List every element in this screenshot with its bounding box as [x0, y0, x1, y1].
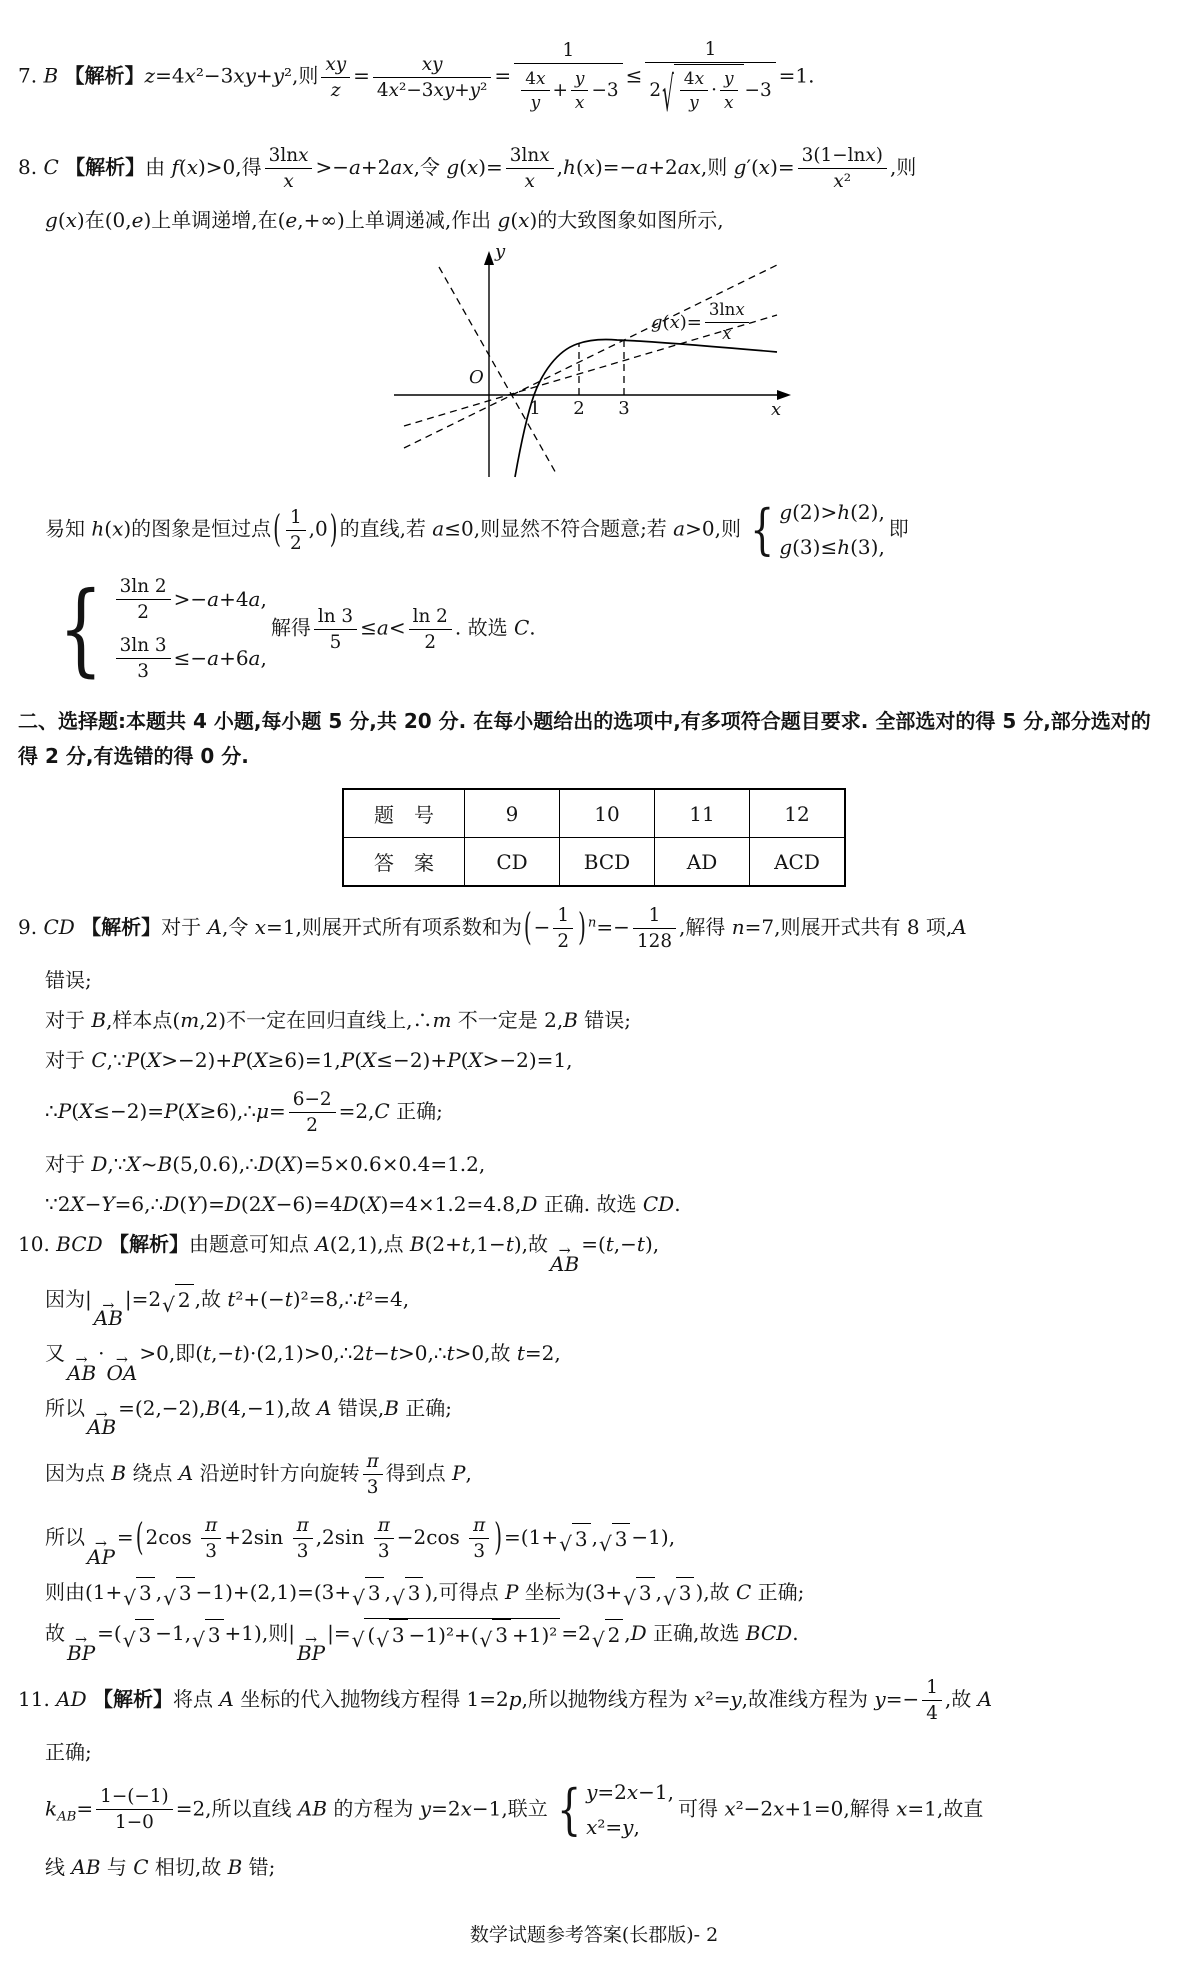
- item-10-solution-line-1: 10. BCD 【解析】由题意可知点 A(2,1),点 B(2+t,1−t),故 → AB =(t,−t),: [18, 1232, 660, 1276]
- answer-cell: AD: [655, 838, 750, 887]
- item-9-solution-line-7: ∵2X−Y=6,∴D(Y)=D(2X−6)=4D(X)=4×1.2=4.8,D 正确. 故选 CD.: [45, 1192, 681, 1217]
- graph-curve-label: g ( x )= 3ln x x: [651, 297, 752, 347]
- item-8-solution-line-1: 8. C 【解析】由 f(x)>0,得 3ln x x >−a+2ax,令 g(x)= 3ln x x ,h(x)=−a+2ax,则 g′(x)= 3(1−ln x ) x ² ,则: [18, 145, 917, 193]
- question-number-cell: 12: [750, 789, 846, 838]
- item-8-solution-line-3: 易知 h(x)的图象是恒过点 ( $\frac{1}{2}$ ,0 ) 的直线,若 a≤0,则显然不符合题意;若 a>0,则 { g (2)> h (2), g (3)≤ h (3), 即: [45, 498, 909, 562]
- item-9-solution-line-4: 对于 C,∵P(X>−2)+P(X≥6)=1,P(X≤−2)+P(X>−2)=1,: [45, 1048, 573, 1073]
- item-9-solution-line-3: 对于 B,样本点(m,2)不一定在回归直线上,∴m 不一定是 2,B 错误;: [45, 1008, 632, 1033]
- item-11-solution-line-1: 11. AD 【解析】将点 A 坐标的代入抛物线方程得 1=2p,所以抛物线方程为 x²=y,故准线方程为 y=− $\frac{1}{4}$ ,故 A: [18, 1676, 993, 1724]
- question-number-cell: 11: [655, 789, 750, 838]
- graph-x-label: x: [771, 399, 782, 421]
- graph-tick-label: 2: [573, 398, 585, 420]
- item-10-solution-line-7: 则由(1+ √ 3 , √ 3 −1)+(2,1)=(3+ √ 3 , √ 3 ),可得点 P 坐标为(3+ √ 3 , √ 3 ),故 C 正确;: [18, 1577, 1170, 1610]
- answer-document: [18, 26, 1170, 1892]
- item-7-solution: 7. B 【解析】z=4x²−3xy+y²,则 x y z = x y 4 x ²−3 x y + y ² = 1 4 x y + y x −3 ≤ 1 2 √ 4 x y · y x −3 =1.: [18, 39, 815, 124]
- item-10-solution-line-5: 因为点 B 绕点 A 沿逆时针方向旋转 $\frac{\pi}{3}$ 得到点 P,: [45, 1451, 472, 1499]
- answers-table: [342, 788, 846, 887]
- item-9-solution-line-5: ∴P(X≤−2)=P(X≥6),∴μ= $\frac{6-2}{2}$ =2,C 正确;: [45, 1089, 443, 1137]
- item-9-solution-line-2: 错误;: [45, 968, 92, 993]
- item-11-solution-line-4: 线 AB 与 C 相切,故 B 错;: [45, 1854, 276, 1879]
- question-number-cell: 10: [560, 789, 655, 838]
- graph-origin-label: O: [469, 367, 484, 389]
- item-8-solution-line-2: g(x)在(0,e)上单调递增,在(e,+∞)上单调递减,作出 g(x)的大致图象如图所示,: [45, 208, 724, 233]
- graph-tick-label: 1: [529, 398, 541, 420]
- item-9-solution-line-6: 对于 D,∵X~B(5,0.6),∴D(X)=5×0.6×0.4=1.2,: [45, 1152, 486, 1177]
- item-10-solution-line-3: 又 → AB · → OA >0,即(t,−t)·(2,1)>0,∴2t−t>0,∴t>0,故 t=2,: [45, 1341, 561, 1385]
- item-9-solution-line-1: 9. CD 【解析】对于 A,令 x=1,则展开式所有项系数和为 ( − $\frac{1}{2}$ ) $^n$=− $\frac{1}{128}$ ,解得 n=7,则展开式共有 8 项,A: [18, 904, 967, 953]
- item-8-solution-line-4: { 3ln 2 2 >− a +4 a , 3ln 3 3 ≤− a +6 a , 解得 $\frac{\ln 3}{5}$ ≤a< $\frac{\ln 2}{2}$ . 故选 C.: [58, 570, 536, 688]
- answer-row: [343, 838, 845, 887]
- item-10-solution-line-6: 所以 → AP = ( 2cos $\frac{\pi}{3}$ +2sin $\frac{\pi}{3}$ ,2sin $\frac{\pi}{3}$ −2cos $\frac{\pi}{3}$ ) =(1+ √ 3 , √ 3 −1),: [45, 1514, 676, 1569]
- answer-cell: ACD: [750, 838, 846, 887]
- item-11-solution-line-2: 正确;: [45, 1739, 92, 1764]
- answer-header: 答 案: [343, 838, 465, 887]
- function-graph: [379, 241, 809, 487]
- graph-canvas: [379, 245, 809, 487]
- section-2-header: 二、选择题:本题共 4 小题,每小题 5 分,共 20 分. 在每小题给出的选项中,有多项符合题目要求. 全部选对的得 5 分,部分选对的得 2 分,有选错的得 0 分.: [18, 709, 1151, 769]
- question-number-header: 题 号: [343, 789, 465, 838]
- answer-cell: CD: [465, 838, 560, 887]
- question-number-row: [343, 789, 845, 838]
- graph-tick-label: 3: [618, 398, 630, 420]
- item-10-solution-line-2: 因为| → AB |=2 √ 2 ,故 t²+(−t)²=8,∴t²=4,: [18, 1284, 1170, 1330]
- answer-cell: BCD: [560, 838, 655, 887]
- item-10-solution-line-8: 故 → BP =( √ 3 −1, √ 3 +1),则| → BP |= √ ( √ 3 −1)²+( √ 3 +1)² =2 √ 2 ,D 正确,故选 BCD.: [18, 1618, 1170, 1664]
- item-10-solution-line-4: 所以 → AB =(2,−2),B(4,−1),故 A 错误,B 正确;: [45, 1395, 453, 1440]
- graph-y-label: y: [495, 241, 506, 263]
- item-11-solution-line-3: $k_{AB}=$ $\frac{1-(-1)}{1-0}$ =2,所以直线 AB 的方程为 y=2x−1,联立 { y =2 x −1, x ²= y , 可得 x²−2x+1=0,解得 x=1,故直: [45, 1777, 984, 1841]
- question-number-cell: 9: [465, 789, 560, 838]
- page-footer: 数学试题参考答案(长郡版)- 2: [469, 1923, 719, 1946]
